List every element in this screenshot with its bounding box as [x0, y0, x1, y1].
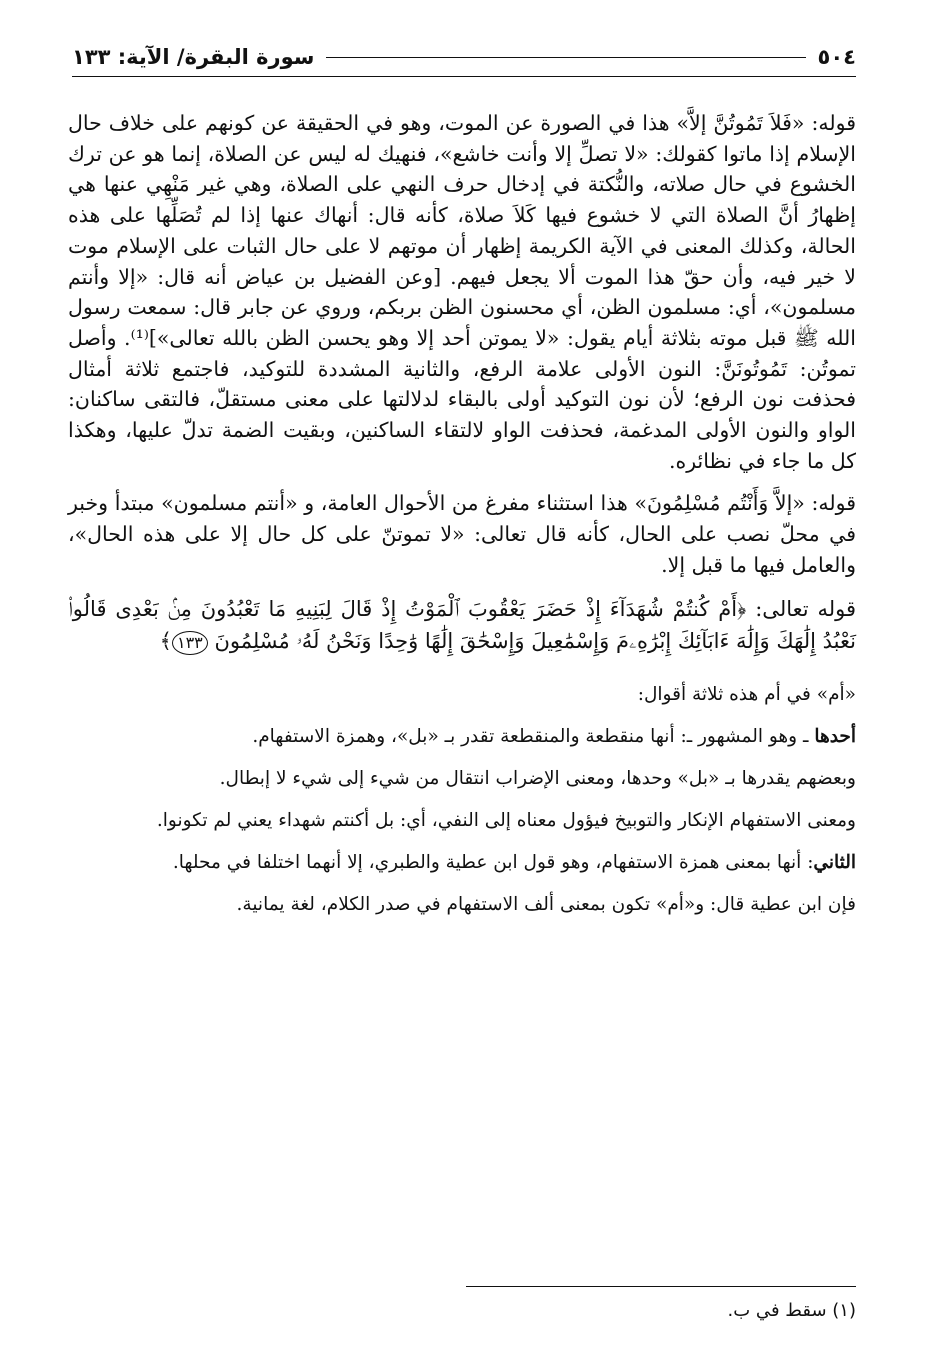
- header-divider: [72, 76, 856, 77]
- page-header: [72, 40, 856, 74]
- verse-lead: قوله تعالى:: [755, 596, 856, 621]
- paragraph-2: قوله: «إلاَّ وَأَنْتُم مُسْلِمُونَ» هذا استثناء مفرغ من الأحوال العامة، و «أنتم مسلمون» مبتدأ وخبر في محلّ نصب على الحال، كأنه قال تعالى: «لا تموتنّ على كل حال إلا على هذه الحال»، والعامل فيها ما قبل إلا.: [68, 491, 856, 577]
- footnote-divider: [466, 1286, 856, 1287]
- commentary-line-2: أحدها ـ وهو المشهور ـ: أنها منقطعة والمنقطعة تقدر بـ «بل»، وهمزة الاستفهام.: [252, 725, 856, 747]
- second-opinion-label: الثاني: [813, 851, 856, 873]
- paragraph-1: قوله: «فَلاَ تَمُوتُنَّ إلاَّ» هذا في الصورة عن الموت، وهو في الحقيقة عن كونهم على خلاف حال الإسلام إذا ماتوا كقولك: «لا تصلِّ إلا وأنت خاشع»، فنهيك له ليس عن الصلاة، إنما هو عن ترك الخشوع في حال صلاته، والنُّكتة في إدخال حرف النهي على الصلاة، وهي غير مَنْهِي عنها هي إظهارُ أنَّ الصلاة التي لا خشوع فيها كَلاَ صلاة، كأنه قال: أنهاك عنها إذا لم تُصَلِّها على هذه الحالة، وكذلك المعنى في الآية الكريمة إظهار أن موتهم لا على حال الثبات على الإسلام موت لا خير فيه، وأن حقّ هذا الموت ألا يجعل فيهم. [وعن الفضيل بن عياض أنه قال: «إلا وأنتم مسلمون»، أي: مسلمون الظن، أي محسنون الظن بربكم، وروي عن جابر قال: سمعت رسول الله ﷺ قبل موته بثلاثة أيام يقول: «لا يموتن أحد إلا وهو يحسن الظن بالله تعالى»]⁽¹⁾. وأصل تموتُن: تَمُوتُونَنَّ: النون الأولى علامة الرفع، والثانية المشددة للتوكيد، فاجتمع ثلاثة أمثال فحذفت نون الرفع؛ لأن نون التوكيد أولى بالبقاء لدلالتها على معنى مستقلّ، فالتقى ساكنان: الواو والنون الأولى المدغمة، فحذفت الواو لالتقاء الساكنين، وبقيت الضمة تدلّ عليها، وهكذا كل ما جاء في نظائره.: [68, 111, 856, 473]
- first-opinion-label: أحدها: [814, 725, 856, 747]
- commentary-line-4: ومعنى الاستفهام الإنكار والتوبيخ فيؤول معناه إلى النفي، أي: بل أكنتم شهداء يعني لم تكونوا.: [156, 809, 856, 831]
- page-number: ٥٠٤: [817, 45, 856, 69]
- verse-close-bracket: ﴾: [159, 628, 172, 653]
- header-rule: [326, 57, 805, 58]
- footnote: (١) سقط في ب.: [727, 1300, 856, 1321]
- body-text: [68, 108, 856, 931]
- quran-verse-block: [68, 593, 856, 657]
- commentary-line-5: الثاني: أنها بمعنى همزة الاستفهام، وهو قول ابن عطية والطبري، إلا أنهما اختلفا في محلها.: [172, 851, 856, 873]
- commentary-line-6: فإن ابن عطية قال: و«أم» تكون بمعنى ألف الاستفهام في صدر الكلام، لغة يمانية.: [236, 893, 856, 915]
- surah-reference: سورة البقرة/ الآية: ١٣٣: [72, 45, 315, 69]
- commentary-line-1: «أم» في أم هذه ثلاثة أقوال:: [637, 683, 856, 705]
- verse-text: ﴿أَمْ كُنتُمْ شُهَدَآءَ إِذْ حَضَرَ يَعْقُوبَ ٱلْمَوْتُ إِذْ قَالَ لِبَنِيهِ مَا تَعْبُدُونَ مِنۢ بَعْدِى قَالُوا۟ نَعْبُدُ إِلَٰهَكَ وَإِلَٰهَ ءَابَآئِكَ إِبْرَٰهِۦمَ وَإِسْمَٰعِيلَ وَإِسْحَٰقَ إِلَٰهًا وَٰحِدًا وَنَحْنُ لَهُۥ مُسْلِمُونَ: [68, 596, 856, 653]
- commentary-line-3: وبعضهم يقدرها بـ «بل» وحدها، ومعنى الإضراب انتقال من شيء إلى شيء لا إبطال.: [219, 767, 856, 789]
- ayah-number-mark: ١٣٣: [172, 631, 208, 655]
